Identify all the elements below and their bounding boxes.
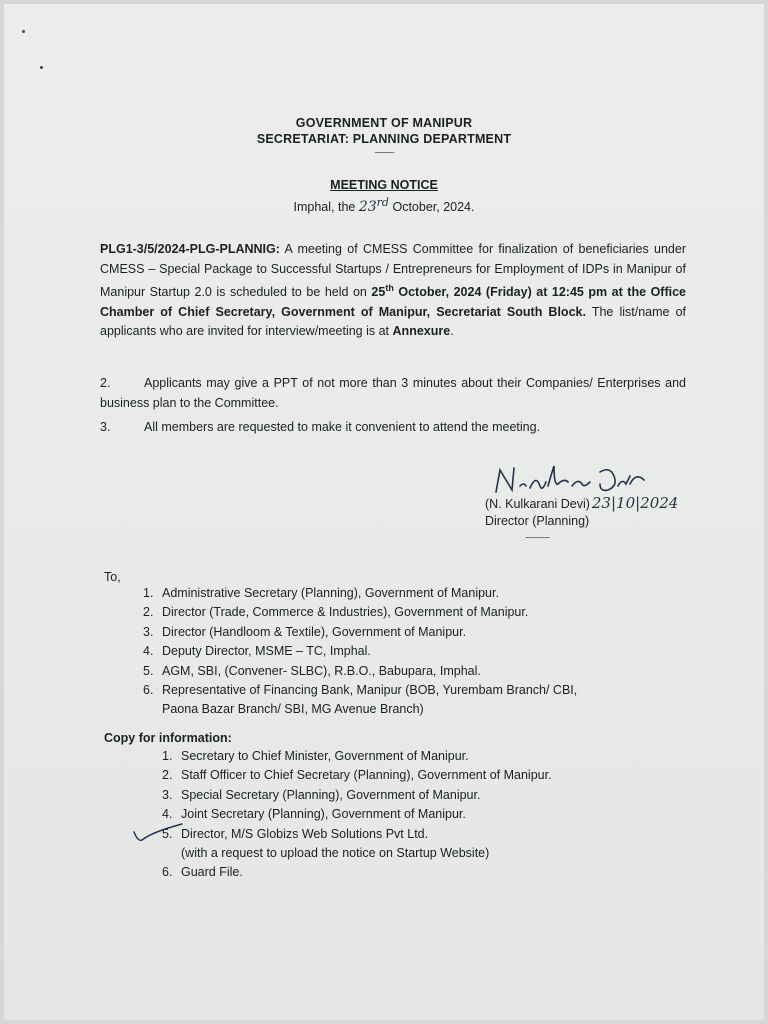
recipient-item-number: 5. — [143, 663, 154, 678]
recipient-item — [143, 603, 577, 622]
recipient-item-text: Administrative Secretary (Planning), Government of Manipur. — [162, 586, 499, 600]
file-reference: PLG1-3/5/2024-PLG-PLANNIG: — [100, 242, 280, 256]
recipient-item-text: Paona Bazar Branch/ SBI, MG Avenue Branch) — [162, 702, 424, 717]
header-ornament: ~~~~ — [374, 148, 394, 159]
speck — [22, 30, 25, 33]
copy-item-number: 3. — [162, 787, 173, 802]
signatory-designation: Director (Planning) — [485, 514, 590, 528]
signature-ornament: ~~~~~ — [525, 533, 550, 544]
notice-title: MEETING NOTICE — [330, 178, 438, 192]
recipient-item — [143, 642, 577, 661]
recipient-item-text: Deputy Director, MSME – TC, Imphal. — [162, 644, 371, 659]
copy-label: Copy for information: — [104, 731, 232, 745]
copy-item-number: 1. — [162, 749, 173, 763]
recipient-item-text: Director (Handloom & Textile), Government of Manipur. — [162, 624, 467, 639]
handwritten-day: 23 — [358, 199, 377, 216]
to-label: To, — [104, 570, 121, 584]
copy-item — [162, 863, 552, 882]
signatory-name: (N. Kulkarani Devi) — [485, 497, 590, 511]
copy-item — [162, 805, 552, 824]
copy-item-number: 2. — [162, 768, 173, 783]
paragraph-3: 3. All members are requested to make it convenient to attend the meeting. — [100, 420, 541, 434]
copy-item — [162, 786, 552, 805]
header-govt: GOVERNMENT OF MANIPUR — [295, 116, 473, 130]
recipient-list — [143, 584, 577, 720]
copy-item-text: (with a request to upload the notice on Startup Website) — [181, 846, 490, 861]
copy-item-number: 5. — [162, 826, 173, 841]
recipient-item — [143, 662, 577, 681]
recipient-item-text: Representative of Financing Bank, Manipur (BOB, Yurembam Branch/ CBI, — [162, 683, 578, 698]
recipient-item-text: Director (Trade, Commerce & Industries), Government of Manipur. — [162, 605, 529, 620]
date-line: Imphal, the 23rd October, 2024. — [293, 196, 475, 216]
copy-item — [162, 844, 552, 863]
header-dept: SECRETARIAT: PLANNING DEPARTMENT — [256, 132, 512, 146]
copy-item-number: 6. — [162, 865, 173, 880]
recipient-item — [143, 584, 577, 603]
signature-block — [485, 495, 678, 547]
recipient-item — [143, 623, 577, 642]
copy-list — [162, 747, 552, 883]
copy-item — [162, 825, 552, 844]
paragraph-2: 2. Applicants may give a PPT of not more than 3 minutes about their Companies/ Enterprises and business plan to the Committee. — [100, 376, 686, 410]
copy-item-text: Secretary to Chief Minister, Government of Manipur. — [181, 749, 469, 763]
copy-item-text: Staff Officer to Chief Secretary (Planning), Government of Manipur. — [181, 768, 552, 783]
copy-item-text: Joint Secretary (Planning), Government of Manipur. — [181, 807, 466, 822]
copy-item-text: Director, M/S Globizs Web Solutions Pvt Ltd. — [181, 826, 429, 841]
recipient-item-number: 6. — [143, 683, 154, 698]
copy-item — [162, 766, 552, 785]
copy-item-text: Special Secretary (Planning), Government of Manipur. — [181, 787, 481, 802]
copy-item-number: 4. — [162, 807, 173, 822]
recipient-item-number — [143, 700, 162, 719]
recipient-item-number: 4. — [143, 644, 154, 659]
recipient-item-number: 1. — [143, 586, 154, 600]
checkmark-annotation — [130, 820, 190, 850]
signature-handwritten-date: 23|10|2024 — [591, 494, 679, 512]
recipient-item-number: 3. — [143, 624, 154, 639]
copy-item — [162, 747, 552, 766]
paragraph-1: PLG1-3/5/2024-PLG-PLANNIG: A meeting of CMESS Committee for finalization of beneficiaries under CMESS – Special Package to Successful Startups / Entrepreneurs for Employment of IDPs in Manipur of Manipur Startup 2.0 is scheduled to be held on 25th October, 2024 (Friday) at 12:45 pm at the Office Chamber of Chief Secretary, Government of Manipur, Secretariat South Block. The list/name of applicants who are invited for interview/meeting is at Annexure. — [100, 242, 686, 339]
recipient-item — [143, 681, 577, 700]
speck — [40, 66, 43, 69]
recipient-item — [143, 700, 577, 719]
recipient-item-text: AGM, SBI, (Convener- SLBC), R.B.O., Babupara, Imphal. — [162, 663, 481, 678]
recipient-item-number: 2. — [143, 605, 154, 620]
copy-item-text: Guard File. — [181, 865, 243, 880]
